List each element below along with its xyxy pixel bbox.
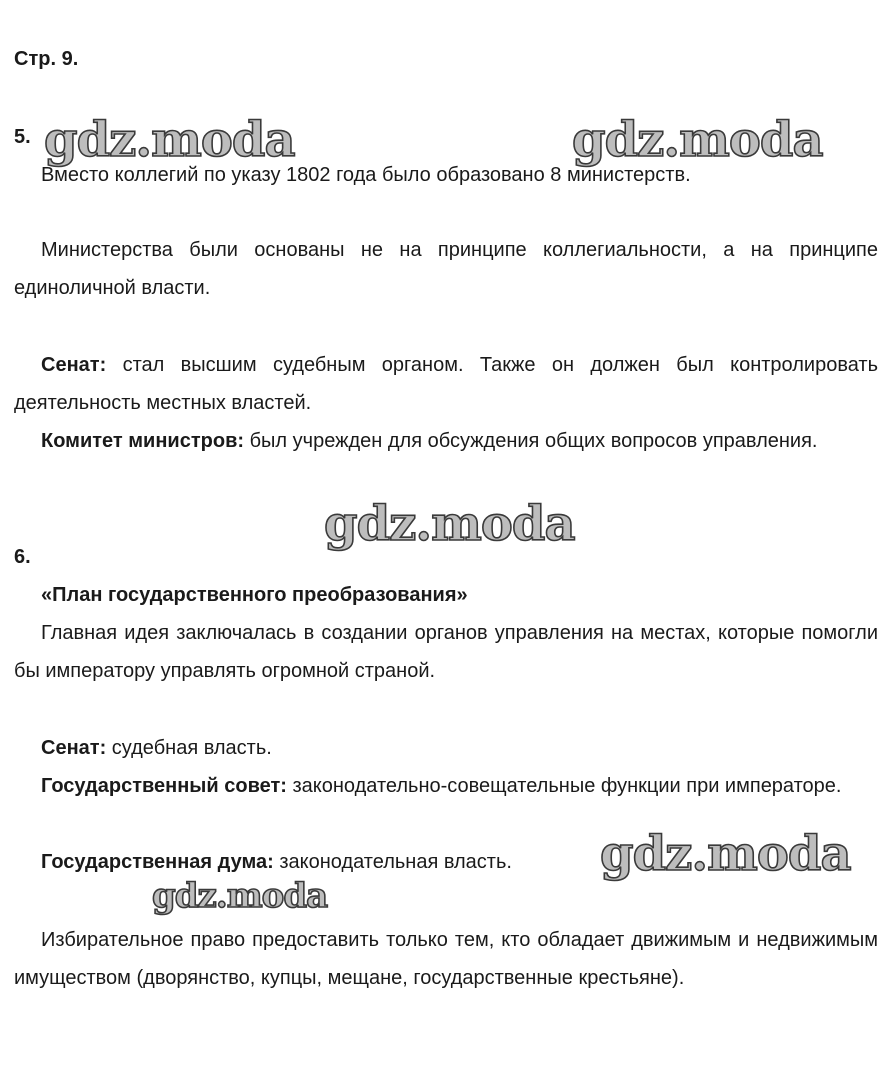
task-5-paragraph-ministries: Министерства были основаны не на принципе коллегиальности, а на принципе единоличной власти. [14, 239, 878, 299]
task-6-paragraph-idea: Главная идея заключалась в создании органов управления на местах, которые помогли бы императору управлять огромной страной. [14, 622, 878, 682]
plan-title: «План государственного преобразования» [41, 584, 468, 606]
watermark-logo: gdz.moda [152, 876, 328, 916]
task-5-number: 5. [14, 126, 31, 148]
task-6-paragraph-suffrage: Избирательное право предоставить только тем, кто обладает движимым и недвижимым имуществом (дворянство, купцы, мещане, государственные крестьяне). [14, 929, 878, 989]
task-5-paragraph-senate [14, 346, 878, 422]
task-6-number: 6. [14, 546, 31, 568]
council-text: законодательно-совещательные функции при императоре. [286, 775, 842, 797]
duma-label: Государственная дума: [41, 851, 274, 873]
duma-text: законодательная власть. [273, 851, 512, 873]
watermark-logo: gdz.moda [600, 826, 851, 882]
task-6-senate-line [41, 737, 272, 760]
task-6-duma-line [41, 851, 512, 874]
senate-text: стал высшим судебным органом. Также он должен был контролировать деятельность местных властей. [14, 354, 878, 414]
senate-label: Сенат: [41, 737, 107, 759]
senate-text: судебная власть. [106, 737, 272, 759]
page-label: Стр. 9. [14, 48, 79, 70]
task-5-paragraph-committee [14, 422, 878, 460]
watermark-logo: gdz.moda [44, 112, 295, 168]
watermark-logo: gdz.moda [324, 496, 575, 552]
task-5-line-1: Вместо коллегий по указу 1802 года было образовано 8 министерств. [41, 164, 691, 186]
committee-label: Комитет министров: [41, 430, 245, 452]
committee-text: был учрежден для обсуждения общих вопросов управления. [244, 430, 818, 452]
senate-label: Сенат: [41, 354, 107, 376]
watermark-logo: gdz.moda [572, 112, 823, 168]
task-6-paragraph-council [14, 767, 878, 805]
council-label: Государственный совет: [41, 775, 287, 797]
